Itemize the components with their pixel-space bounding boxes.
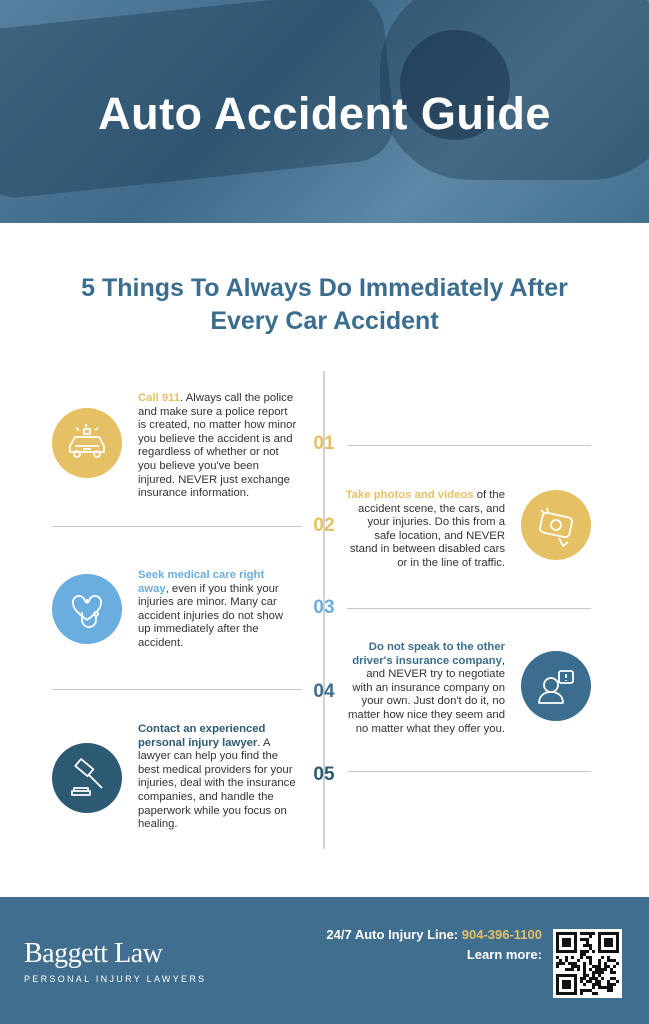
divider	[347, 445, 591, 446]
step-number-02: 02	[313, 515, 335, 536]
page-title: Auto Accident Guide	[98, 88, 551, 139]
divider	[347, 608, 591, 609]
step-number-01: 01	[313, 433, 335, 454]
police-car-icon	[52, 408, 122, 478]
divider	[52, 689, 302, 690]
logo: Baggett Law	[24, 938, 163, 969]
divider	[347, 771, 591, 772]
subtitle: 5 Things To Always Do Immediately After Every Car Accident	[81, 274, 568, 335]
hero-banner	[0, 0, 649, 223]
stethoscope-icon	[52, 574, 122, 644]
phone-camera-icon	[521, 490, 591, 560]
injury-line: 24/7 Auto Injury Line: 904-396-1100	[326, 927, 542, 942]
learn-more-label: Learn more:	[466, 947, 542, 962]
divider	[52, 526, 302, 527]
step-number-03: 03	[313, 597, 335, 618]
qr-code-icon[interactable]	[553, 929, 622, 998]
person-alert-icon	[521, 651, 591, 721]
step-number-05: 05	[313, 764, 335, 785]
gavel-icon	[52, 743, 122, 813]
phone-number[interactable]: 904-396-1100	[461, 927, 542, 942]
step-text-03: Seek medical care right away, even if you think your injuries are minor. Many car accident injuries do not show up immediately after the accident.	[138, 569, 284, 649]
step-text-04: Do not speak to the other driver's insurance company, and NEVER try to negotiate with an insurance company on your own. Just don't do it, no matter how nice they seem and no matter what they offer you.	[348, 641, 505, 735]
logo-tagline: PERSONAL INJURY LAWYERS	[24, 974, 207, 984]
step-text-05: Contact an experienced personal injury lawyer. A lawyer can help you find the best medical providers for your injuries, deal with the insurance companies, and handle the paperwork while you focus on healing.	[138, 723, 296, 831]
step-number-04: 04	[313, 681, 335, 702]
step-text-02: Take photos and videos of the accident scene, the cars, and your injuries. Do this from a safe location, and NEVER stand in between disabled cars or in the line of traffic.	[345, 489, 505, 569]
step-text-01: Call 911. Always call the police and make sure a police report is created, no matter how minor you believe the accident is and regardless of whether or not you believe you've been injured. NEVER just exchange insurance information.	[138, 392, 297, 500]
